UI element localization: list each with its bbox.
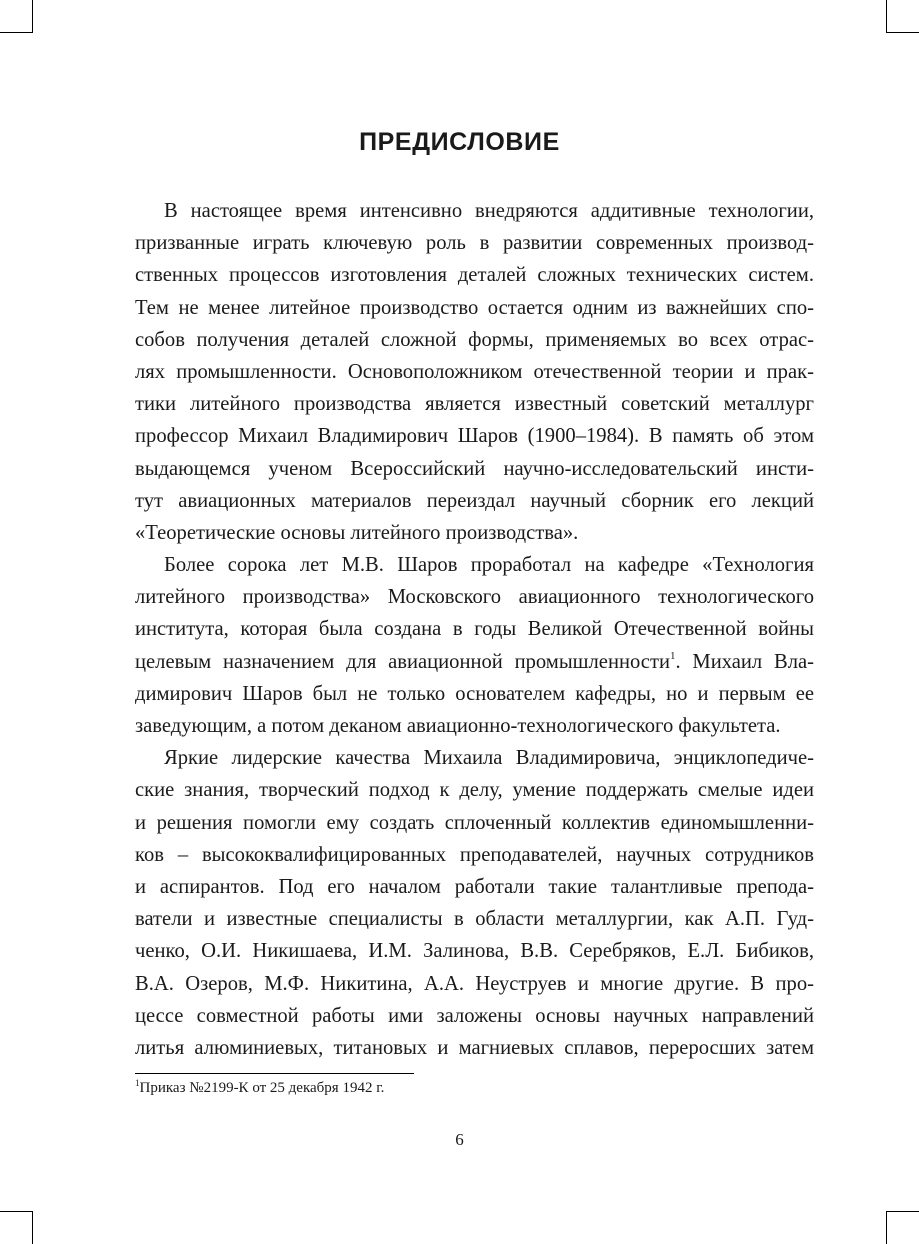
text-line: тут авиационных материалов переиздал научный сборник его лекций (135, 489, 814, 512)
text-line: Более сорока лет М.В. Шаров проработал на кафедре «Технология (164, 554, 814, 577)
crop-mark-top-right-v (886, 0, 887, 33)
text-line: димирович Шаров был не только основателем кафедры, но и первым ее (135, 682, 814, 705)
text-line: ские знания, творческий подход к делу, умение поддержать смелые идеи (135, 779, 814, 802)
text-line: и аспирантов. Под его началом работали такие талантливые препода- (135, 875, 814, 898)
text-line: и решения помогли ему создать сплоченный коллектив единомышленни- (135, 811, 814, 834)
footnote-marker: 1 (135, 1078, 140, 1088)
crop-mark-top-right-h (886, 32, 919, 33)
text-line: ченко, О.И. Никишаева, И.М. Залинова, В.В. Серебряков, Е.Л. Бибиков, (135, 940, 814, 963)
text-line: лях промышленности. Основоположником отечественной теории и прак- (135, 360, 814, 383)
text-line: заведующим, а потом деканом авиационно-технологического факультета. (135, 715, 781, 737)
text-line: ственных процессов изготовления деталей сложных технических систем. (135, 264, 814, 287)
text-line: литейного производства» Московского авиационного технологического (135, 586, 814, 609)
paragraph-1 (135, 195, 814, 549)
text-line: «Теоретические основы литейного производства». (135, 521, 579, 544)
footnote (135, 1078, 384, 1098)
text-line: выдающемся ученом Всероссийский научно-исследовательский инсти- (135, 457, 814, 480)
text-line: литья алюминиевых, титановых и магниевых сплавов, переросших затем (135, 1036, 814, 1059)
crop-mark-bottom-left-h (0, 1211, 33, 1212)
crop-mark-bottom-right-v (886, 1211, 887, 1244)
crop-mark-top-left-v (32, 0, 33, 33)
text-line-with-footnote (135, 646, 814, 678)
text-segment: целевым назначением для авиационной промышленности (135, 650, 670, 673)
footnote-ref[interactable]: 1 (669, 649, 676, 662)
crop-mark-top-left-h (0, 32, 33, 33)
text-line: Тем не менее литейное производство остается одним из важнейших спо- (135, 296, 814, 319)
page-number: 6 (455, 1130, 464, 1149)
footnote-text: Приказ №2199-К от 25 декабря 1942 г. (139, 1080, 385, 1096)
body-text (135, 195, 814, 1064)
text-line: призванные играть ключевую роль в развитии современных производ- (135, 232, 814, 255)
text-line: института, которая была создана в годы Великой Отечественной войны (135, 618, 814, 641)
crop-mark-bottom-right-h (886, 1211, 919, 1212)
paragraph-2 (135, 549, 814, 742)
text-line: ков – высококвалифицированных преподавателей, научных сотрудников (135, 843, 814, 866)
text-line: профессор Михаил Владимирович Шаров (1900–1984). В память об этом (135, 425, 814, 448)
page-title: ПРЕДИСЛОВИЕ (359, 128, 560, 156)
paragraph-3 (135, 742, 814, 1064)
crop-mark-bottom-left-v (32, 1211, 33, 1244)
text-line: собов получения деталей сложной формы, применяемых во всех отрас- (135, 328, 814, 351)
text-line: ватели и известные специалисты в области металлургии, как А.П. Гуд- (135, 908, 814, 931)
text-line: цессе совместной работы ими заложены основы научных направлений (135, 1004, 814, 1027)
text-line: В настоящее время интенсивно внедряются аддитивные технологии, (164, 200, 814, 222)
text-segment: . Михаил Вла- (675, 650, 814, 673)
text-line: В.А. Озеров, М.Ф. Никитина, А.А. Неуструев и многие другие. В про- (135, 972, 814, 995)
text-line: тики литейного производства является известный советский металлург (135, 393, 814, 416)
footnote-divider (135, 1073, 414, 1074)
text-line: Яркие лидерские качества Михаила Владимировича, энциклопедиче- (164, 747, 814, 770)
